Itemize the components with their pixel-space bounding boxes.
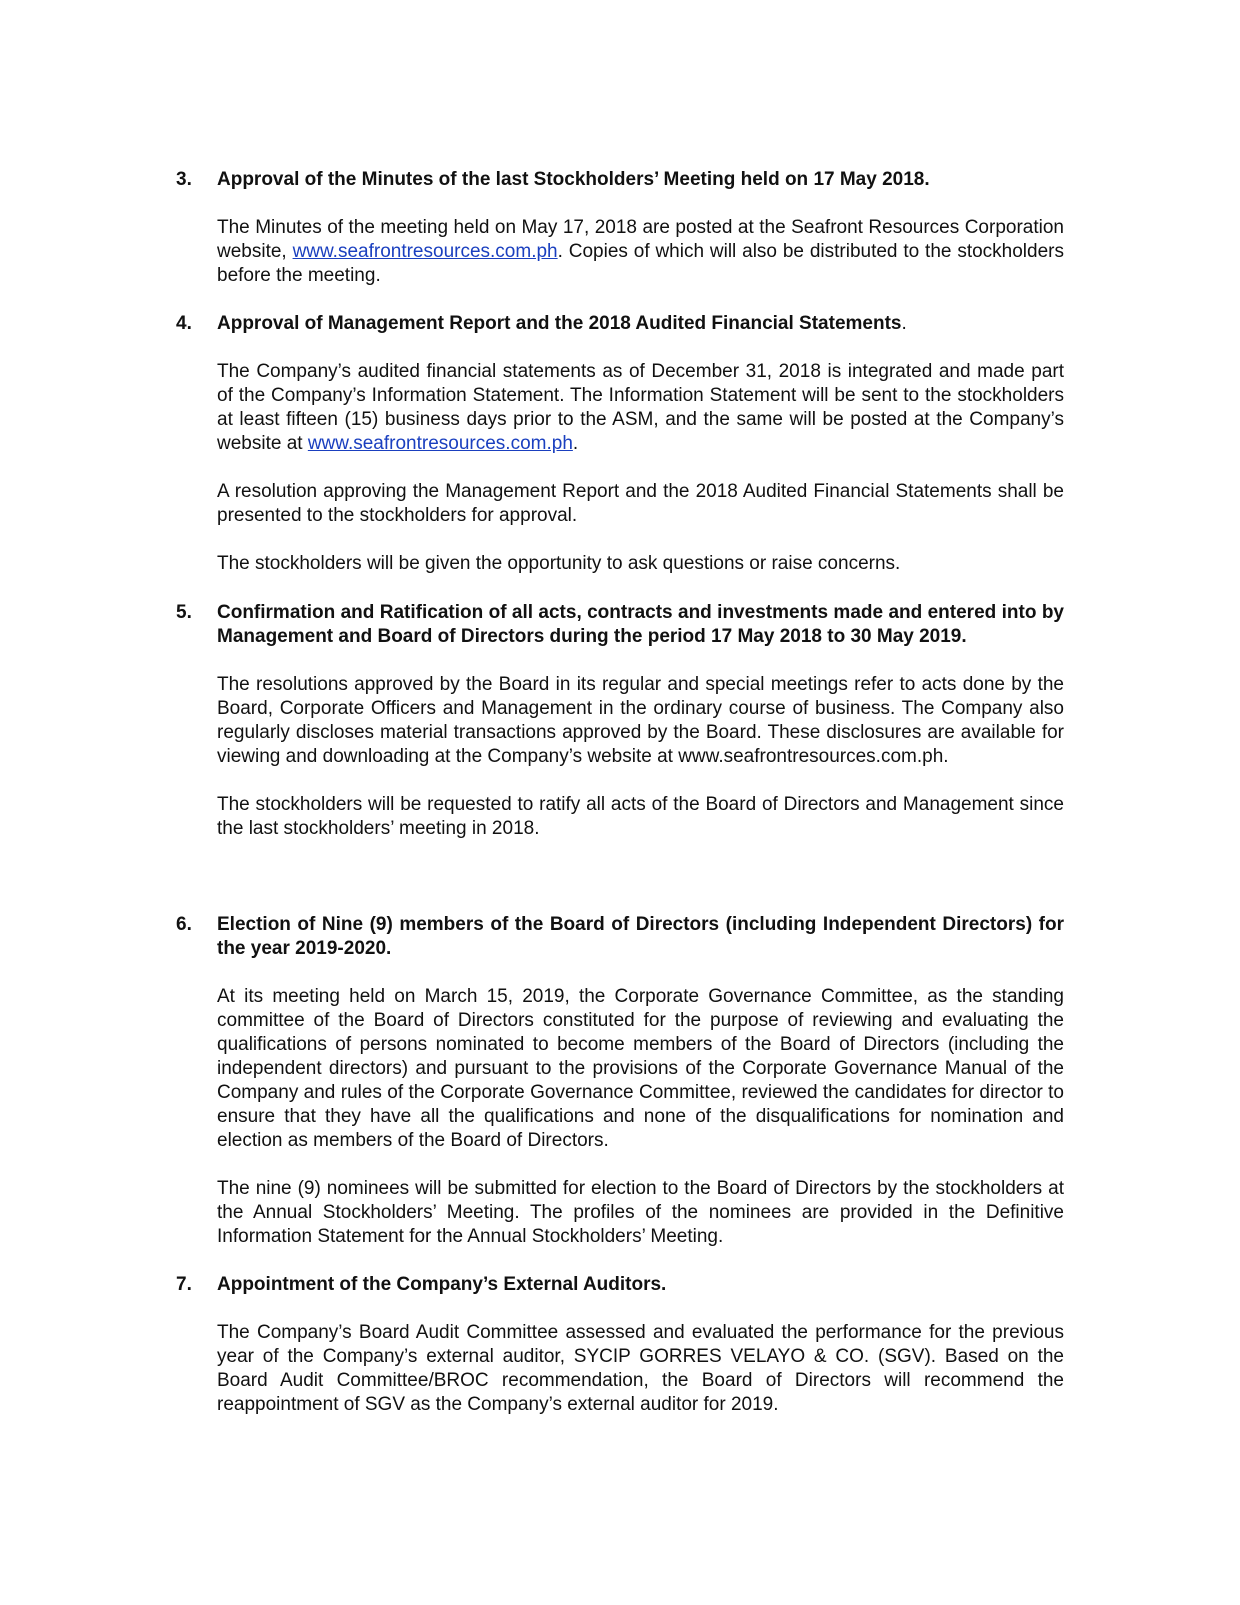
section-3-paragraph-1 bbox=[217, 216, 1064, 288]
paragraph-text: The Minutes of the meeting held on May 17, 2018 are posted at the Seafront Resources Corporation website, bbox=[217, 217, 1064, 262]
section-title bbox=[217, 312, 1064, 336]
section-title-suffix: . bbox=[901, 313, 907, 334]
section-6-paragraph-2: The nine (9) nominees will be submitted for election to the Board of Directors by the stockholders at the Annual Stockholders’ Meeting. The profiles of the nominees are provided in the Definitive Information Statement for the Annual Stockholders’ Meeting. bbox=[217, 1178, 1064, 1247]
section-6-paragraph-1: At its meeting held on March 15, 2019, the Corporate Governance Committee, as the standing committee of the Board of Directors constituted for the purpose of reviewing and evaluating the qualifications of persons nominated to become members of the Board of Directors (including the independent directors) and pursuant to the provisions of the Corporate Governance Manual of the Company and rules of the Corporate Governance Committee, reviewed the candidates for director to ensure that they have all the qualifications and none of the disqualifications for nomination and election as members of the Board of Directors. bbox=[217, 986, 1064, 1151]
section-4-paragraph-1 bbox=[217, 360, 1064, 456]
section-number: 3. bbox=[176, 169, 192, 190]
section-title-text: Approval of Management Report and the 2018 Audited Financial Statements bbox=[217, 313, 902, 334]
section-5-paragraph-1: The resolutions approved by the Board in its regular and special meetings refer to acts done by the Board, Corporate Officers and Management in the ordinary course of business. The Company also regularly discloses material transactions approved by the Board. These disclosures are available for viewing and downloading at the Company’s website at www.seafrontresources.com.ph. bbox=[217, 674, 1064, 767]
section-title: Appointment of the Company’s External Auditors. bbox=[217, 1274, 667, 1295]
paragraph-text: The Company’s audited financial statements as of December 31, 2018 is integrated and made part of the Company’s Information Statement. The Information Statement will be sent to the stockholders at least fifteen (15) business days prior to the ASM, and the same will be posted at the Company’s website at bbox=[217, 361, 1064, 454]
section-number: 7. bbox=[176, 1274, 192, 1295]
section-6-heading bbox=[176, 913, 1064, 961]
section-4-paragraph-3: The stockholders will be given the opportunity to ask questions or raise concerns. bbox=[217, 553, 901, 574]
section-6 bbox=[176, 913, 1064, 1249]
section-title: Election of Nine (9) members of the Board of Directors (including Independent Directors) for the year 2019-2020. bbox=[217, 914, 1064, 959]
section-7-heading bbox=[176, 1273, 1064, 1297]
section-4-paragraph-2: A resolution approving the Management Report and the 2018 Audited Financial Statements shall be presented to the stockholders for approval. bbox=[217, 481, 1064, 526]
section-title: Approval of the Minutes of the last Stockholders’ Meeting held on 17 May 2018. bbox=[217, 169, 930, 190]
section-title: Confirmation and Ratification of all acts, contracts and investments made and entered into by Management and Board of Directors during the period 17 May 2018 to 30 May 2019. bbox=[217, 602, 1064, 647]
paragraph-text: . Copies of which will also be distributed to the stockholders before the meeting. bbox=[217, 241, 1064, 286]
section-4-heading bbox=[176, 312, 1064, 336]
section-4 bbox=[176, 312, 1064, 576]
section-number: 4. bbox=[176, 313, 192, 334]
section-number: 6. bbox=[176, 914, 192, 935]
website-link[interactable]: www.seafrontresources.com.ph bbox=[307, 433, 573, 454]
section-5-paragraph-2: The stockholders will be requested to ratify all acts of the Board of Directors and Management since the last stockholders’ meeting in 2018. bbox=[217, 794, 1064, 839]
section-5 bbox=[176, 601, 1064, 841]
section-3-heading bbox=[176, 168, 1064, 192]
website-link[interactable]: www.seafrontresources.com.ph bbox=[292, 241, 558, 262]
section-7-paragraph-1: The Company’s Board Audit Committee assessed and evaluated the performance for the previous year of the Company’s external auditor, SYCIP GORRES VELAYO & CO. (SGV). Based on the Board Audit Committee/BROC recommendation, the Board of Directors will recommend the reappointment of SGV as the Company’s external auditor for 2019. bbox=[217, 1322, 1064, 1415]
section-5-heading bbox=[176, 601, 1064, 649]
section-number: 5. bbox=[176, 602, 192, 623]
section-3 bbox=[176, 168, 1064, 288]
section-7 bbox=[176, 1273, 1064, 1417]
paragraph-text: . bbox=[572, 433, 579, 454]
